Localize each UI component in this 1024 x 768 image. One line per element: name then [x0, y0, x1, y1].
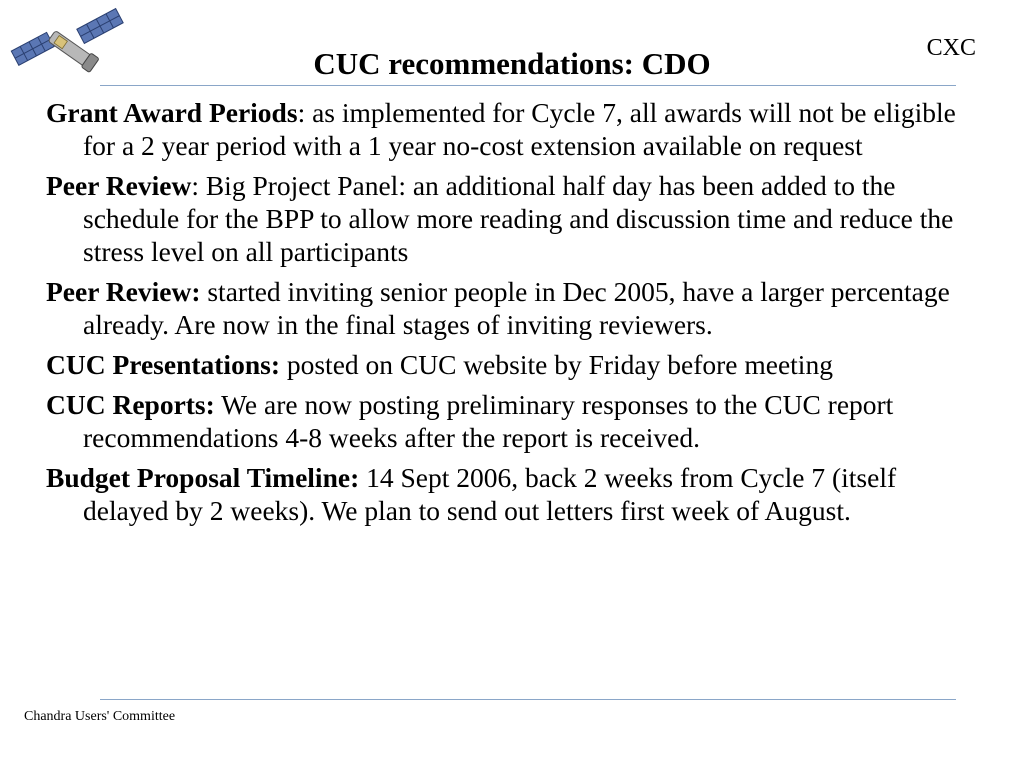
top-divider: [100, 85, 956, 86]
org-label: CXC: [926, 35, 976, 61]
item-body: started inviting senior people in Dec 2005, have a larger percentage already. Are now in the final stages of inviting reviewers.: [83, 276, 950, 340]
list-item: [46, 96, 981, 162]
list-item: [46, 348, 981, 381]
item-body: as implemented for Cycle 7, all awards will not be eligible for a 2 year period with a 1 year no-cost extension available on request: [83, 97, 956, 161]
item-body: We are now posting preliminary responses to the CUC report recommendations 4-8 weeks after the report is received.: [83, 389, 894, 453]
item-separator: :: [191, 170, 199, 201]
item-heading: Peer Review: [46, 170, 192, 201]
item-body: posted on CUC website by Friday before meeting: [279, 349, 833, 380]
list-item: [46, 461, 981, 527]
bottom-divider: [100, 699, 956, 700]
slide-title: CUC recommendations: CDO: [313, 46, 711, 81]
item-heading: Peer Review:: [46, 276, 201, 307]
item-heading: CUC Reports:: [46, 389, 215, 420]
item-heading: CUC Presentations:: [46, 349, 280, 380]
bullet-list: [46, 96, 981, 534]
item-heading: Budget Proposal Timeline:: [46, 462, 360, 493]
footer-text: Chandra Users' Committee: [24, 709, 176, 724]
item-body: Big Project Panel: an additional half day has been added to the schedule for the BPP to allow more reading and discussion time and reduce the stress level on all participants: [83, 170, 954, 267]
list-item: [46, 275, 981, 341]
item-body: 14 Sept 2006, back 2 weeks from Cycle 7 (itself delayed by 2 weeks). We plan to send out letters first week of August.: [83, 462, 897, 526]
item-heading: Grant Award Periods: [46, 97, 298, 128]
list-item: [46, 169, 981, 268]
list-item: [46, 388, 981, 454]
item-separator: :: [297, 97, 306, 128]
